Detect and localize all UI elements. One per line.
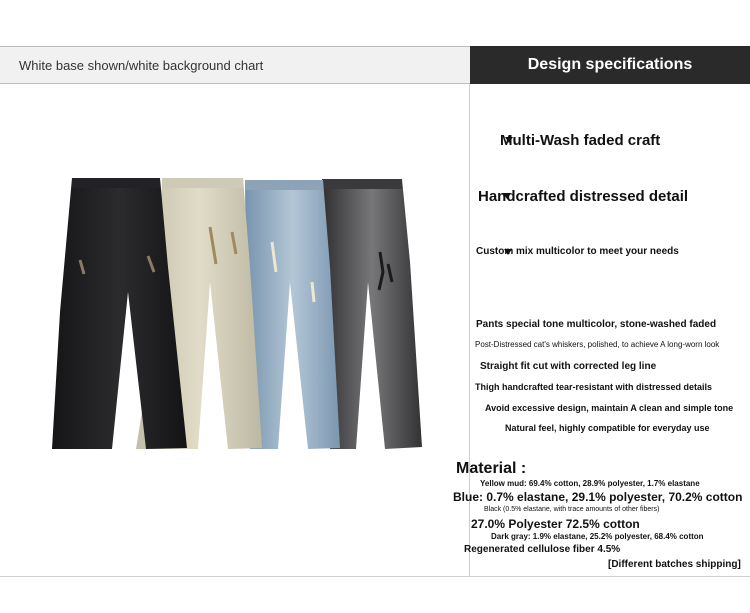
spec-feature-1: Multi-Wash faded craft <box>500 132 661 149</box>
right-header <box>470 46 750 84</box>
left-header-title: White base shown/white background chart <box>19 58 264 73</box>
material-blue: Blue: 0.7% elastane, 29.1% polyester, 70.2% cotton <box>453 490 743 504</box>
cursor-marker-2 <box>503 193 511 199</box>
spec-feature-3: Custom mix multicolor to meet your needs <box>476 246 679 257</box>
material-black-main: 27.0% Polyester 72.5% cotton <box>471 517 640 531</box>
spec-detail-1: Pants special tone multicolor, stone-washed faded <box>476 319 717 330</box>
material-yellow-mud: Yellow mud: 69.4% cotton, 28.9% polyester, 1.7% elastane <box>480 479 700 488</box>
spec-detail-6: Natural feel, highly compatible for everyday use <box>505 423 710 433</box>
spec-detail-2: Post-Distressed cat's whiskers, polished, to achieve A long-worn look <box>475 340 720 349</box>
material-dark-gray: Dark gray: 1.9% elastane, 25.2% polyester, 68.4% cotton <box>491 532 704 541</box>
material-heading: Material : <box>456 460 527 477</box>
shipping-note: [Different batches shipping] <box>608 559 741 570</box>
right-header-title: Design specifications <box>527 56 693 73</box>
spec-detail-5: Avoid excessive design, maintain A clean and simple tone <box>485 403 734 413</box>
cursor-marker-3 <box>504 249 512 255</box>
bottom-divider <box>0 576 750 577</box>
cursor-marker-1 <box>505 137 513 143</box>
spec-feature-2: Handcrafted distressed detail <box>478 188 689 205</box>
left-header <box>0 46 470 84</box>
jeans-product-image <box>50 172 430 457</box>
spec-detail-4: Thigh handcrafted tear-resistant with distressed details <box>475 382 713 392</box>
material-regenerated: Regenerated cellulose fiber 4.5% <box>464 544 621 555</box>
material-black: Black (0.5% elastane, with trace amounts of other fibers) <box>484 506 660 513</box>
spec-detail-3: Straight fit cut with corrected leg line <box>480 361 657 372</box>
